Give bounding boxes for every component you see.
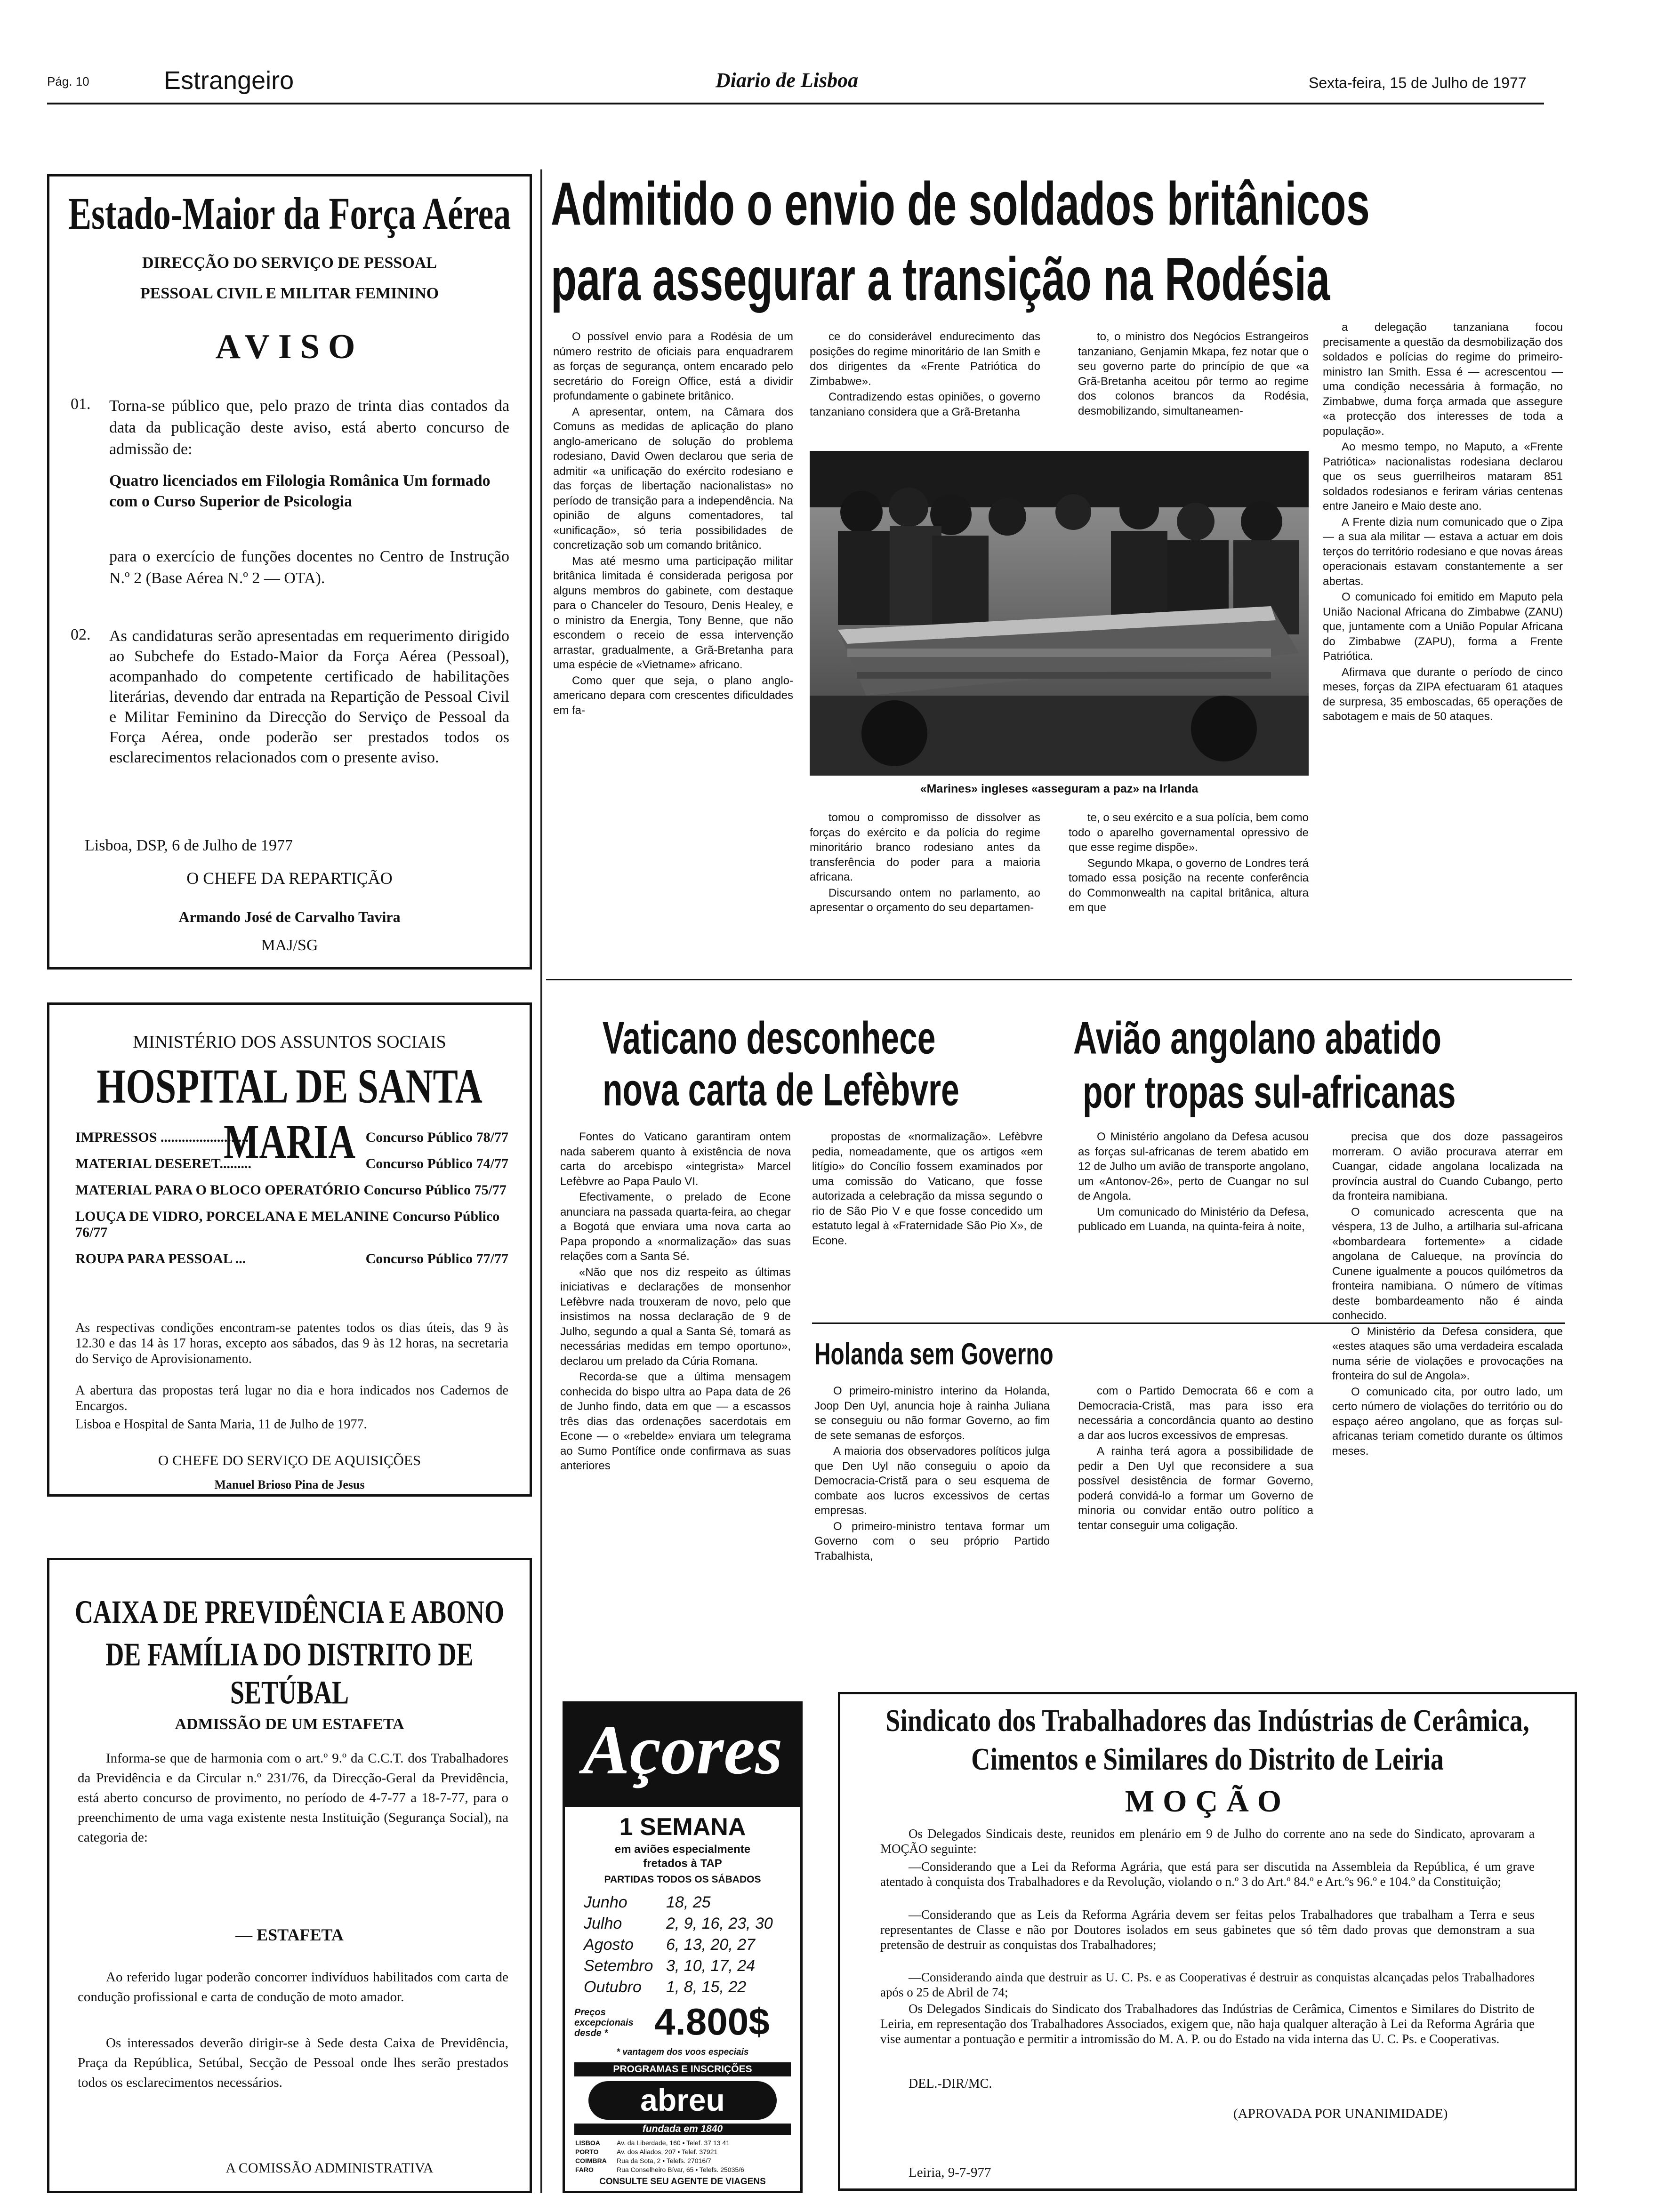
- office-city: COIMBRA: [575, 2157, 607, 2164]
- aviso-item-1-purpose: para o exercício de funções docentes no Centro de Instrução N.º 2 (Base Aérea N.º 2 — OTA).: [109, 548, 509, 587]
- aviso-subtitle-2: PESSOAL CIVIL E MILITAR FEMININO: [140, 285, 439, 302]
- vaticano-headline-1: Vaticano desconhece: [603, 1012, 936, 1064]
- schedule-month: Outubro: [584, 1978, 642, 1996]
- main-article-col-3: [1078, 329, 1309, 447]
- sindicato-approved: (APROVADA POR UNANIMIDADE): [1233, 2106, 1448, 2121]
- article-paragraph: propostas de «normalização». Lefèbvre pedia, nomeadamente, que os artigos «em litígio» do Concílio fossem examinados por uma comissão do Vaticano, que fosse autorizada a celebração da missa segundo o rio de São Pio V e que fosse concedido um estatuto legal à «Fraternidade São Pio X», de Econe.: [812, 1130, 1043, 1247]
- page-number: Pág. 10: [47, 74, 89, 88]
- schedule-days: 6, 13, 20, 27: [666, 1936, 756, 1954]
- office-city: FARO: [575, 2166, 594, 2173]
- acores-price-label: Preços excepcionais desde *: [574, 2007, 634, 2038]
- acores-duration: 1 SEMANA: [619, 1813, 746, 1841]
- article-paragraph: O possível envio para a Rodésia de um número restrito de oficiais para enquadrarem as forças de segurança, ontem encarado pelo secretário do Foreign Office, está a dividir profundamente o gabinete britânico.: [553, 330, 793, 402]
- article-paragraph: Discursando ontem no parlamento, ao apresentar o orçamento do seu departamen-: [810, 886, 1040, 914]
- aviso-place-date: Lisboa, DSP, 6 de Julho de 1977: [85, 837, 293, 854]
- issue-date: Sexta-feira, 15 de Julho de 1977: [1309, 74, 1527, 91]
- vaticano-col-2: [812, 1130, 1043, 1318]
- masthead: Diario de Lisboa: [716, 69, 859, 92]
- schedule-month: Julho: [584, 1915, 622, 1932]
- aviso-item-1-positions: Quatro licenciados em Filologia Românica Um formado com o Curso Superior de Psicologia: [109, 472, 491, 510]
- article-paragraph: O Ministério da Defesa considera, que «estes ataques são uma verdadeira escalada numa série de violações e provocações na fronteira do sul de Angola».: [1332, 1325, 1563, 1382]
- article-paragraph: Recorda-se que a última mensagem conhecida do bispo ultra ao Papa data de 26 de Junho findo, data em que — a escassos três dias das ordenações sacerdotais em Econe — o «rebelde» enviara um telegrama ao Sumo Pontífice onde confirmava as suas anteriores: [560, 1370, 791, 1472]
- acores-note: * vantagem dos voos especiais: [616, 2047, 749, 2057]
- main-headline-line-1: Admitido o envio de soldados britânicos: [551, 170, 1370, 238]
- acores-ad: [563, 1701, 803, 2193]
- photo-illustration: [810, 451, 1309, 776]
- aviso-chief: O CHEFE DA REPARTIÇÃO: [186, 869, 393, 888]
- sindicato-intro: Os Delegados Sindicais deste, reunidos em plenário em 9 de Julho do corrente ano na sede do Sindicato, aprovaram a MOÇÃO seguinte:: [880, 1827, 1535, 1856]
- tender-item: MATERIAL DESERET.........: [75, 1156, 251, 1171]
- main-article-col-2b: [810, 810, 1040, 970]
- tender-concurso: Concurso Público 74/77: [365, 1156, 508, 1171]
- article-paragraph: Fontes do Vaticano garantiram ontem nada saberem quanto à existência de nova carta do arcebispo «integrista» Marcel Lefèbvre ao Papa Paulo VI.: [560, 1130, 791, 1188]
- aviso-item-2-number: 02.: [71, 626, 91, 643]
- tender-row: [75, 1182, 508, 1198]
- acores-logo: Açores: [582, 1711, 783, 1789]
- article-paragraph: Como quer que seja, o plano anglo-americano depara com crescentes dificuldades em fa-: [553, 674, 793, 717]
- article-paragraph: O primeiro-ministro interino da Holanda, Joop Den Uyl, anuncia hoje à rainha Juliana se conseguiu ou não formar Governo, ao fim de sete semanas de esforços.: [814, 1385, 1050, 1442]
- article-paragraph: O primeiro-ministro tentava formar um Governo com o seu próprio Partido Trabalhista,: [814, 1520, 1050, 1563]
- article-paragraph: O comunicado cita, por outro lado, um certo número de violações do território ou do espaço aéreo angolano, que as forças sul-africanas teriam cometido durante os últimos meses.: [1332, 1385, 1563, 1458]
- aviso-item-1-text: Torna-se público que, pelo prazo de trinta dias contados da data da publicação deste aviso, está aberto concurso de admissão de:: [109, 397, 509, 458]
- caixa-heading: ADMISSÃO DE UM ESTAFETA: [175, 1715, 404, 1733]
- schedule-days: 2, 9, 16, 23, 30: [666, 1915, 773, 1932]
- article-paragraph: O Ministério angolano da Defesa acusou as forças sul-africanas de terem abatido em 12 de Julho um avião de transporte angolano, um «Antonov-26», perto de Cuangar no sul de Angola.: [1078, 1130, 1309, 1202]
- angola-headline-1: Avião angolano abatido: [1073, 1012, 1441, 1064]
- schedule-days: 1, 8, 15, 22: [666, 1978, 747, 1996]
- office-address: Rua Conselheiro Bívar, 65 • Telefs. 25035/6: [617, 2166, 744, 2173]
- tender-row: [75, 1209, 508, 1241]
- main-headline-line-2: para assegurar a transição na Rodésia: [551, 245, 1330, 313]
- sindicato-heading: MOÇÃO: [1125, 1784, 1290, 1819]
- sindicato-point-4: Os Delegados Sindicais do Sindicato dos Trabalhadores das Indústrias de Cerâmica, Cimentos e Similares do Distrito de Leiria, em representação dos Trabalhadores Associados, exigem que, não haja qualquer alteração à Lei da Reforma Agrária que vise aumentar a pontuação e permitir a intromissão do M. A. P. ou do Estado na vida interna das U. C. Ps. e Cooperativas.: [880, 2002, 1535, 2046]
- tender-item: MATERIAL PARA O BLOCO OPERATÓRIO Concurso Público 75/77: [75, 1182, 507, 1198]
- acores-line-4: PARTIDAS TODOS OS SÁBADOS: [604, 1874, 761, 1885]
- header-rule: [47, 103, 1544, 104]
- office-address: Av. dos Aliados, 207 • Telef. 37921: [617, 2148, 718, 2156]
- article-paragraph: Um comunicado do Ministério da Defesa, publicado em Luanda, na quinta-feira à noite,: [1078, 1205, 1309, 1233]
- holanda-headline: Holanda sem Governo: [814, 1337, 1054, 1371]
- article-paragraph: O comunicado acrescenta que na véspera, 13 de Julho, a artilharia sul-africana «bombardeara fortemente» a cidade angolana de Calueque, na província do Cunene igualmente a poucos quilómetros da fronteira namibiana. O número de vítimas deste bombardeamento não é ainda conhecido.: [1332, 1205, 1563, 1322]
- holanda-col-2: [1078, 1384, 1313, 1638]
- section-name: Estrangeiro: [164, 66, 294, 95]
- article-paragraph: Ao mesmo tempo, no Maputo, a «Frente Patriótica» nacionalistas rodesiana declarou que os seus guerrilheiros mataram 851 soldados rodesianos e feriram várias centenas entre Janeiro e Maio deste ano.: [1323, 441, 1563, 513]
- acores-footer: CONSULTE SEU AGENTE DE VIAGENS: [599, 2177, 766, 2187]
- schedule-days: 18, 25: [666, 1893, 711, 1911]
- caixa-body-2: Ao referido lugar poderão concorrer indivíduos habilitados com carta de condução profissional e carta de condução de moto amador.: [78, 1970, 508, 2004]
- tender-item: IMPRESSOS ..........................: [75, 1130, 252, 1145]
- main-article-col-3b: [1069, 810, 1309, 970]
- news-photo: [810, 451, 1309, 776]
- schedule-days: 3, 10, 17, 24: [666, 1957, 756, 1975]
- tender-item: LOUÇA DE VIDRO, PORCELANA E MELANINE Concurso Público 76/77: [75, 1209, 500, 1240]
- office-city: LISBOA: [575, 2139, 600, 2147]
- aviso-rank: MAJ/SG: [261, 937, 318, 954]
- main-article-col-2: [810, 329, 1040, 447]
- hospital-title: HOSPITAL DE SANTA MARIA: [97, 1059, 483, 1169]
- sindicato-title-2: Cimentos e Similares do Distrito de Leiria: [971, 1742, 1444, 1777]
- tender-concurso: Concurso Público 77/77: [365, 1251, 508, 1266]
- aviso-item-2-text: As candidaturas serão apresentadas em requerimento dirigido ao Subchefe do Estado-Maior da Força Aérea (Pessoal), acompanhado do competente certificado de habilitações literárias, devendo dar entrada na Repartição de Pessoal Civil e Militar Feminino da Direcção do Serviço de Pessoal da Força Aérea, onde poderão ser prestados todos os esclarecimentos relacionados com o presente aviso.: [109, 627, 509, 766]
- sindicato-point-3: —Considerando ainda que destruir as U. C. Ps. e as Cooperativas é destruir as conquistas alcançadas pelos Trabalhadores após o 25 de Abril de 74;: [880, 1970, 1535, 1999]
- article-paragraph: A maioria dos observadores políticos julga que Den Uyl não conseguiu o apoio da Democracia-Cristã para o seu esquema de combate aos lucros excessivos de certas empresas.: [814, 1445, 1050, 1517]
- hospital-ministry: MINISTÉRIO DOS ASSUNTOS SOCIAIS: [133, 1032, 446, 1052]
- acores-price: 4.800$: [654, 2001, 770, 2043]
- office-row: [575, 2148, 796, 2156]
- caixa-title-1: CAIXA DE PREVIDÊNCIA E ABONO: [74, 1594, 505, 1631]
- schedule-row: [584, 1977, 786, 1998]
- article-paragraph: com o Partido Democrata 66 e com a Democracia-Cristã, mas para isso era necessária a concordância quanto ao destino a dar aos lucros excessivos de empresas.: [1078, 1385, 1313, 1442]
- article-paragraph: O comunicado foi emitido em Maputo pela União Nacional Africana do Zimbabwe (ZANU) que, juntamente com a União Popular Africana do Zimbabwe (ZAPU), forma a Frente Patriótica.: [1323, 591, 1563, 663]
- section-rule: [546, 979, 1572, 980]
- office-row: [575, 2139, 796, 2148]
- aviso-title: Estado-Maior da Força Aérea: [68, 189, 511, 239]
- tender-item: ROUPA PARA PESSOAL ...: [75, 1251, 246, 1266]
- hospital-place-date: Lisboa e Hospital de Santa Maria, 11 de Julho de 1977.: [75, 1417, 367, 1432]
- article-paragraph: Afirmava que durante o período de cinco meses, forças da ZIPA efectuaram 61 ataques de surpresa, 35 emboscadas, 65 operações de sabotagem e mais de 50 ataques.: [1323, 665, 1563, 723]
- caixa-body-1: Informa-se que de harmonia com o art.º 9.º da C.C.T. dos Trabalhadores da Previdência e da Circular n.º 231/76, da Direcção-Geral da Previdência, está aberto concurso de provimento, no período de 4-7-77 a 18-7-77, para o preenchimento de uma vaga existente nesta Instituição (Segurança Social), na categoria de:: [78, 1751, 508, 1845]
- sindicato-point-2: —Considerando que as Leis da Reforma Agrária devem ser feitas pelos Trabalhadores que trabalham a Terra e seus representantes de Classe e não por Doutores isolados em seus gabinetes que só têm dado provas que demonstram a sua pretensão de destruir as conquistas dos Trabalhadores;: [880, 1907, 1535, 1952]
- angola-headline-2: por tropas sul-africanas: [1083, 1066, 1456, 1118]
- office-address: Av. da Liberdade, 160 • Telef. 37 13 41: [617, 2139, 730, 2147]
- article-paragraph: to, o ministro dos Negócios Estrangeiros tanzaniano, Genjamin Mkapa, fez notar que o seu governo parte do princípio de que «a Grã-Bretanha aceitou pôr termo ao regime dos colonos brancos da Rodésia, desmobilizando, simultaneamen-: [1078, 330, 1309, 417]
- acores-offices: [575, 2139, 796, 2174]
- abreu-logo: abreu: [588, 2081, 777, 2120]
- acores-line-3: fretados à TAP: [643, 1857, 722, 1870]
- tender-concurso: Concurso Público 78/77: [365, 1130, 508, 1145]
- tender-row: [75, 1156, 508, 1172]
- hospital-signature: Manuel Brioso Pina de Jesus: [214, 1478, 365, 1491]
- aviso-heading: AVISO: [215, 328, 364, 366]
- office-row: [575, 2156, 796, 2165]
- article-paragraph: Efectivamente, o prelado de Econe anunciara na passada quarta-feira, ao chegar a Bogotá que enviara uma nova carta ao Papa propondo a «normalização» das suas relações com a Santa Sé.: [560, 1191, 791, 1263]
- schedule-row: [584, 1913, 786, 1934]
- article-paragraph: Contradizendo estas opiniões, o governo tanzaniano considera que a Grã-Bretanha: [810, 391, 1040, 418]
- photo-caption: «Marines» ingleses «asseguram a paz» na Irlanda: [920, 782, 1199, 795]
- office-row: [575, 2165, 796, 2174]
- sindicato-point-1: —Considerando que a Lei da Reforma Agrária, que está para ser discutida na Assembleia da República, é um grave atentado à conquista dos Trabalhadores e da Revolução, violando o n.º 3 do Art.º 84.º e Art.ºs 96.º e 104.º da Constituição;: [880, 1859, 1535, 1889]
- caixa-title-2: DE FAMÍLIA DO DISTRITO DE SETÚBAL: [105, 1636, 474, 1711]
- sindicato-title-1: Sindicato dos Trabalhadores das Indústrias de Cerâmica,: [885, 1703, 1529, 1739]
- caixa-category: — ESTAFETA: [235, 1925, 344, 1944]
- angola-col-1: [1078, 1130, 1309, 1318]
- article-paragraph: Segundo Mkapa, o governo de Londres terá tomado essa posição na recente conferência do Commonwealth na capital britânica, altura em que: [1069, 857, 1309, 914]
- schedule-month: Setembro: [584, 1957, 653, 1975]
- article-paragraph: tomou o compromisso de dissolver as forças do exército e da polícia do regime minoritário branco rodesiano antes da transferência do poder para a maioria africana.: [810, 811, 1040, 883]
- article-paragraph: te, o seu exército e a sua polícia, bem como todo o aparelho governamental opressivo de que esse regime dispõe».: [1069, 811, 1309, 854]
- main-article-col-1: [553, 329, 793, 970]
- tender-row: [75, 1251, 508, 1267]
- office-address: Rua da Sota, 2 • Telefs. 27016/7: [617, 2157, 711, 2164]
- schedule-row: [584, 1956, 786, 1977]
- article-paragraph: A apresentar, ontem, na Câmara dos Comuns as medidas de aplicação do plano anglo-americano de solução do problema rodesiano, David Owen declarou que seria de admitir «a unificação do exército rodesiano e das forças de libertação nacionalistas» no período de transição para a independência. Na opinião de alguns comentadores, tal «unificação», só teria possibilidades de concretização sob um comando britânico.: [553, 405, 793, 552]
- holanda-col-1: [814, 1384, 1050, 1638]
- hospital-tenders: [75, 1130, 508, 1277]
- column-rule: [540, 169, 542, 2193]
- hospital-conditions: As respectivas condições encontram-se patentes todos os dias úteis, das 9 às 12.30 e das 14 às 17 horas, excepto aos sábados, das 9 às 12 horas, na secretaria do Serviço de Aprovisionamento.: [75, 1321, 508, 1366]
- schedule-month: Junho: [584, 1893, 627, 1911]
- main-article-col-4: [1323, 320, 1563, 970]
- article-paragraph: «Não que nos diz respeito as últimas iniciativas e declarações de monsenhor Lefèbvre nada trouxeram de novo, pelo que insistimos na nossa declaração de 9 de Julho, segundo a qual a Santa Sé, tomará as necessárias medidas em tempo oportuno», declarou um prelado da Cúria Romana.: [560, 1266, 791, 1368]
- office-city: PORTO: [575, 2148, 599, 2156]
- aviso-item-1-number: 01.: [71, 395, 91, 413]
- caixa-body-3: Os interessados deverão dirigir-se à Sede desta Caixa de Previdência, Praça da República, Setúbal, Secção de Pessoal onde lhes serão prestados todos os esclarecimentos necessários.: [78, 2036, 508, 2090]
- caixa-signature: A COMISSÃO ADMINISTRATIVA: [225, 2160, 434, 2176]
- acores-programs: PROGRAMAS E INSCRIÇÕES: [574, 2062, 791, 2076]
- tender-row: [75, 1130, 508, 1146]
- abreu-founded: fundada em 1840: [574, 2124, 791, 2135]
- sindicato-del: DEL.-DIR/MC.: [909, 2076, 992, 2091]
- aviso-signature: Armando José de Carvalho Tavira: [178, 908, 401, 925]
- article-paragraph: precisa que dos doze passageiros morreram. O avião procurava aterrar em Cuangar, cidade angolana localizada na província austral do Cuando Cubango, perto da fronteira namibiana.: [1332, 1130, 1563, 1202]
- acores-line-2: em aviões especialmente: [614, 1843, 751, 1856]
- sindicato-place-date: Leiria, 9-7-977: [909, 2165, 991, 2180]
- angola-col-2: [1332, 1130, 1563, 1633]
- vaticano-headline-2: nova carta de Lefèbvre: [603, 1064, 959, 1115]
- schedule-month: Agosto: [584, 1936, 634, 1954]
- hospital-chief: O CHEFE DO SERVIÇO DE AQUISIÇÕES: [158, 1452, 421, 1468]
- article-paragraph: ce do considerável endurecimento das posições do regime minoritário de Ian Smith e dos dirigentes da «Frente Patriótica do Zimbabwe».: [810, 330, 1040, 388]
- aviso-subtitle-1: DIRECÇÃO DO SERVIÇO DE PESSOAL: [142, 254, 437, 272]
- acores-schedule: [584, 1892, 786, 1998]
- schedule-row: [584, 1934, 786, 1956]
- article-paragraph: Mas até mesmo uma participação militar britânica limitada é considerada perigosa por alguns membros do gabinete, com destaque para o Chanceler do Tesouro, Denis Healey, e o ministro da Energia, Tony Benne, que não escondem o receio de essa intervenção arrastar, gradualmente, a Grã-Bretanha para uma espécie de «Vietname» africano.: [553, 554, 793, 671]
- hospital-opening: A abertura das propostas terá lugar no dia e hora indicados nos Cadernos de Encargos.: [75, 1383, 508, 1413]
- article-paragraph: A Frente dizia num comunicado que o Zipa — a sua ala militar — estava a actuar em dois terços do território rodesiano e que novas áreas operacionais estavam constantemente a ser abertas.: [1323, 515, 1563, 588]
- schedule-row: [584, 1892, 786, 1913]
- article-paragraph: A rainha terá agora a possibilidade de pedir a Den Uyl que reconsidere a sua possível desistência de formar Governo, poderá convidá-lo a formar um Governo de minoria ou convidar então outro político a tentar conseguir uma coligação.: [1078, 1445, 1313, 1532]
- article-paragraph: a delegação tanzaniana focou precisamente a questão da desmobilização dos soldados e polícias do regime do primeiro-ministro Ian Smith. Essa é — acrescentou — uma condição necessária à formação, no Zimbabwe, duma força armada que assegure «a protecção dos interesses de toda a população».: [1323, 321, 1563, 438]
